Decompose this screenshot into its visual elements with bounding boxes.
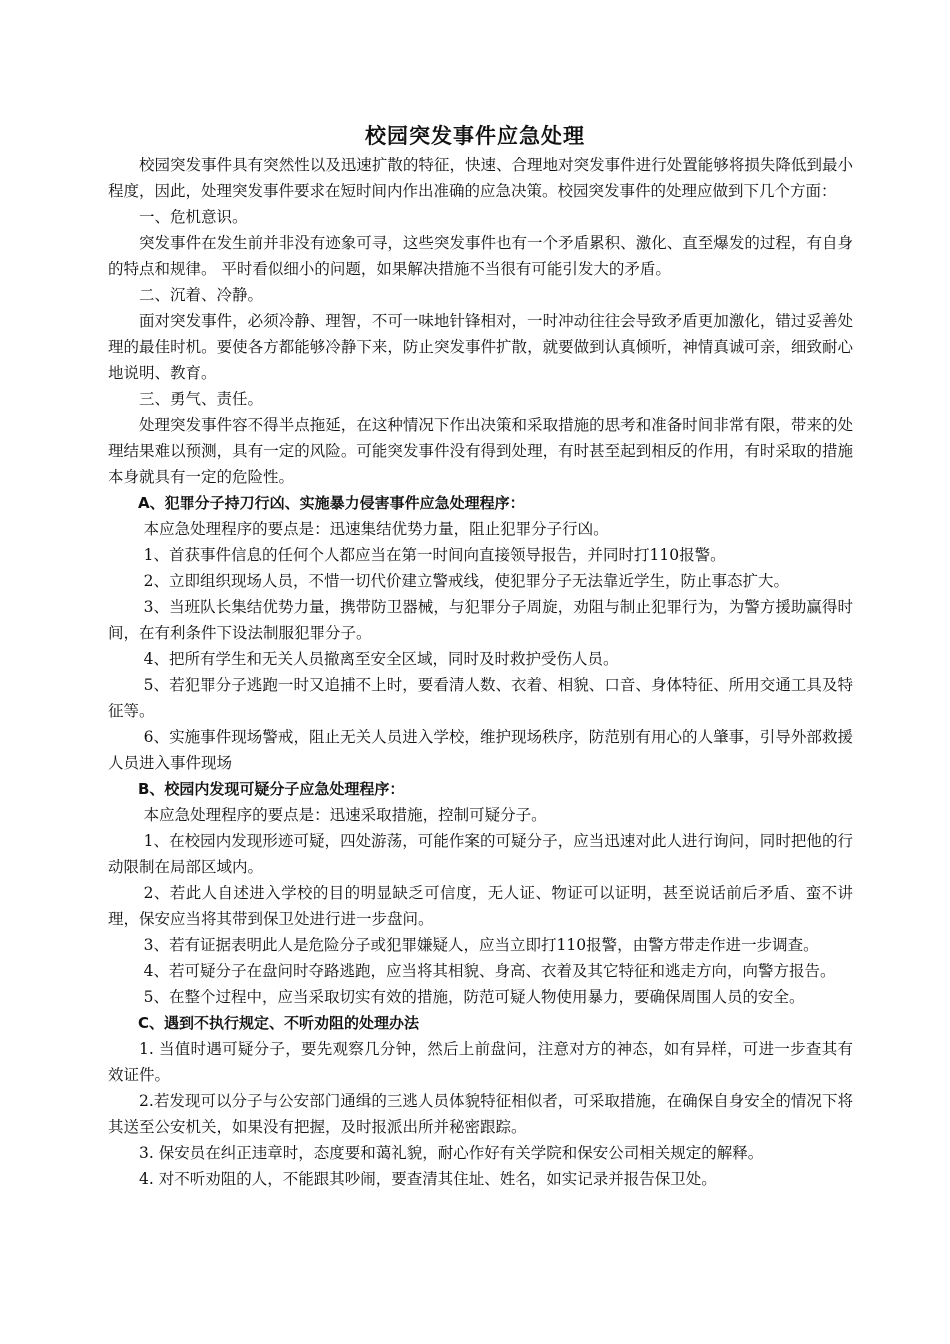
body-paragraph: 1、首获事件信息的任何个人都应当在第一时间向直接领导报告，并同时打110报警。 — [143, 546, 726, 564]
body-paragraph: 2、若此人自述进入学校的目的明显缺乏可信度，无人证、物证可以证明，甚至说话前后矛盾、蛮不讲理，保安应当将其带到保卫处进行进一步盘问。 — [108, 884, 853, 928]
body-paragraph: 5、若犯罪分子逃跑一时又追捕不上时，要看清人数、衣着、相貌、口音、身体特征、所用交通工具及特征等。 — [108, 676, 853, 720]
body-paragraph: 6、实施事件现场警戒，阻止无关人员进入学校，维护现场秩序，防范别有用心的人肇事，引导外部救援人员进入事件现场 — [108, 728, 853, 772]
document-title: 校园突发事件应急处理 — [365, 123, 585, 148]
body-paragraph: 4、把所有学生和无关人员撤离至安全区域，同时及时救护受伤人员。 — [143, 650, 619, 668]
body-paragraph: 本应急处理程序的要点是：迅速集结优势力量，阻止犯罪分子行凶。 — [143, 520, 609, 538]
body-paragraph: 本应急处理程序的要点是：迅速采取措施，控制可疑分子。 — [143, 806, 547, 824]
body-paragraph: 3. 保安员在纠正违章时，态度要和蔼礼貌，耐心作好有关学院和保安公司相关规定的解释。 — [139, 1144, 764, 1162]
section-heading: C、遇到不执行规定、不听劝阻的处理办法 — [138, 1014, 420, 1032]
body-paragraph: 3、若有证据表明此人是危险分子或犯罪嫌疑人，应当立即打110报警，由警方带走作进一步调查。 — [143, 936, 819, 954]
body-paragraph: 突发事件在发生前并非没有迹象可寻，这些突发事件也有一个矛盾累积、激化、直至爆发的过程，有自身的特点和规律。 平时看似细小的问题，如果解决措施不当很有可能引发大的矛盾。 — [108, 234, 853, 278]
document-body — [108, 152, 853, 1192]
body-paragraph: 一、危机意识。 — [139, 208, 248, 226]
body-paragraph: 3、当班队长集结优势力量，携带防卫器械，与犯罪分子周旋，劝阻与制止犯罪行为，为警方援助赢得时间，在有利条件下设法制服犯罪分子。 — [108, 598, 853, 642]
body-paragraph: 处理突发事件容不得半点拖延，在这种情况下作出决策和采取措施的思考和准备时间非常有限，带来的处理结果难以预测，具有一定的风险。可能突发事件没有得到处理，有时甚至起到相反的作用，有时采取的措施本身就具有一定的危险性。 — [108, 416, 853, 486]
body-paragraph: 4. 对不听劝阻的人，不能跟其吵闹，要查清其住址、姓名，如实记录并报告保卫处。 — [139, 1170, 717, 1188]
body-paragraph: 二、沉着、冷静。 — [139, 286, 264, 304]
body-paragraph: 三、勇气、责任。 — [139, 390, 264, 408]
body-paragraph: 4、若可疑分子在盘问时夺路逃跑，应当将其相貌、身高、衣着及其它特征和逃走方向，向警方报告。 — [143, 962, 836, 980]
section-heading: A、犯罪分子持刀行凶、实施暴力侵害事件应急处理程序： — [138, 494, 525, 512]
section-heading: B、校园内发现可疑分子应急处理程序： — [138, 780, 405, 798]
body-paragraph: 面对突发事件，必须冷静、理智，不可一味地针锋相对，一时冲动往往会导致矛盾更加激化，错过妥善处理的最佳时机。要使各方都能够冷静下来，防止突发事件扩散，就要做到认真倾听，神情真诚可亲，细致耐心地说明、教育。 — [108, 312, 853, 382]
body-paragraph: 2、立即组织现场人员，不惜一切代价建立警戒线，使犯罪分子无法靠近学生，防止事态扩大。 — [143, 572, 790, 590]
body-paragraph: 5、在整个过程中，应当采取切实有效的措施，防范可疑人物使用暴力，要确保周围人员的安全。 — [143, 988, 805, 1006]
body-paragraph: 2.若发现可以分子与公安部门通缉的三逃人员体貌特征相似者，可采取措施，在确保自身安全的情况下将其送至公安机关，如果没有把握，及时报派出所并秘密跟踪。 — [108, 1092, 853, 1136]
body-paragraph: 1、在校园内发现形迹可疑，四处游荡，可能作案的可疑分子，应当迅速对此人进行询问，同时把他的行动限制在局部区域内。 — [108, 832, 853, 876]
body-paragraph: 校园突发事件具有突然性以及迅速扩散的特征，快速、合理地对突发事件进行处置能够将损失降低到最小程度，因此，处理突发事件要求在短时间内作出准确的应急决策。校园突发事件的处理应做到下几个方面： — [108, 156, 853, 200]
body-paragraph: 1. 当值时遇可疑分子，要先观察几分钟，然后上前盘问，注意对方的神态，如有异样，可进一步查其有效证件。 — [108, 1040, 853, 1084]
